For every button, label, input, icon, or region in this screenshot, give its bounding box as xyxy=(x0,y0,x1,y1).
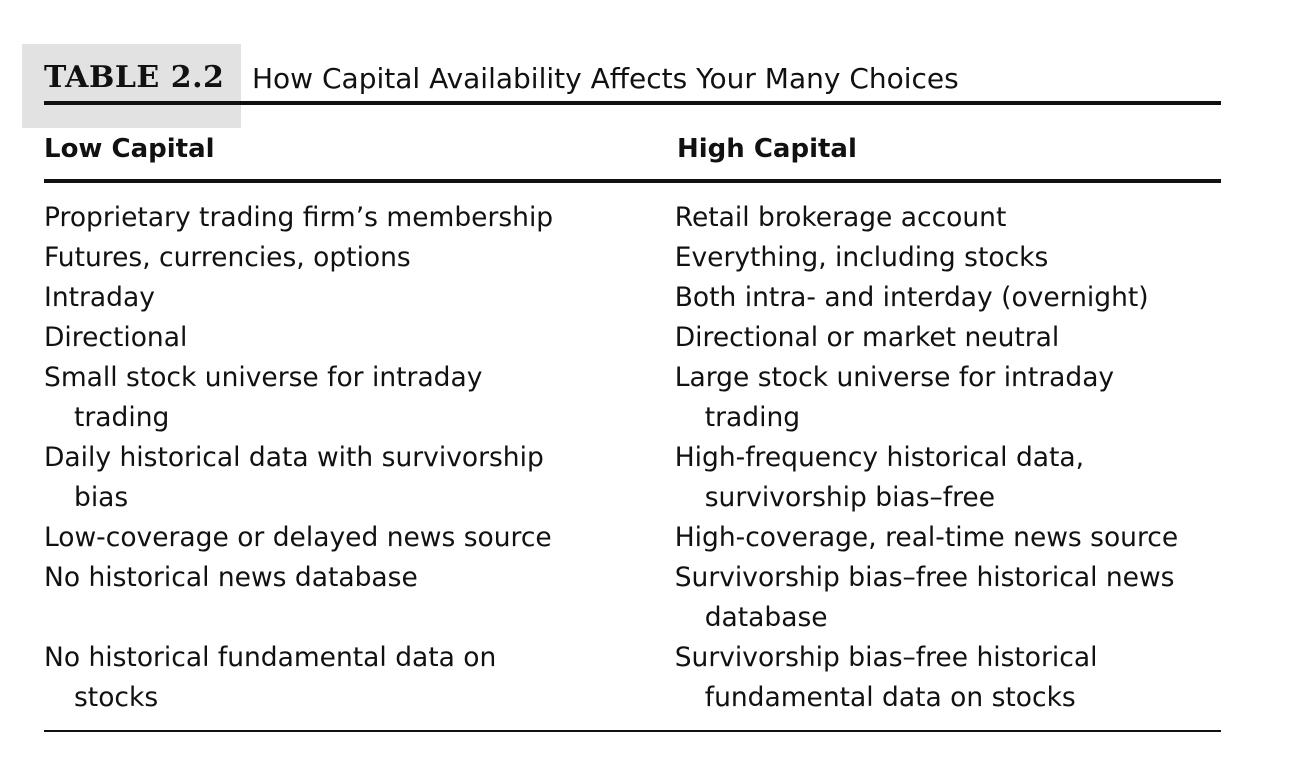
high-capital-cell: Survivorship bias–free historical news database xyxy=(674,562,1175,633)
table-caption xyxy=(44,44,1221,104)
table-row xyxy=(44,238,1221,278)
low-capital-cell: Intraday xyxy=(44,282,155,313)
high-capital-cell: Survivorship bias–free historical fundamental data on stocks xyxy=(674,642,1098,713)
table-row xyxy=(44,638,1221,718)
bottom-rule xyxy=(44,730,1221,732)
low-capital-cell: Daily historical data with survivorship bias xyxy=(44,442,544,513)
top-rule xyxy=(44,101,1221,105)
high-capital-cell: Everything, including stocks xyxy=(674,242,1049,273)
table-row xyxy=(44,558,1221,638)
table-row xyxy=(44,278,1221,318)
table-number: TABLE 2.2 xyxy=(44,60,225,95)
high-capital-cell: High-coverage, real-time news source xyxy=(674,522,1179,553)
table-row xyxy=(44,198,1221,238)
table-title: How Capital Availability Affects Your Many Choices xyxy=(252,62,959,95)
capital-table xyxy=(44,44,1221,713)
low-capital-cell: Proprietary trading firm’s membership xyxy=(44,202,554,233)
table-row xyxy=(44,318,1221,358)
low-capital-cell: Small stock universe for intraday trading xyxy=(44,362,483,433)
low-capital-cell: Directional xyxy=(44,322,188,353)
low-capital-cell: Futures, currencies, options xyxy=(44,242,411,273)
low-capital-cell: No historical news database xyxy=(44,562,418,593)
high-capital-cell: High-frequency historical data, survivorship bias–free xyxy=(674,442,1085,513)
table-row xyxy=(44,518,1221,558)
low-capital-cell: Low-coverage or delayed news source xyxy=(44,522,552,553)
header-high-capital: High Capital xyxy=(677,134,857,164)
low-capital-cell: No historical fundamental data on stocks xyxy=(44,642,497,713)
table-row xyxy=(44,358,1221,438)
high-capital-cell: Both intra- and interday (overnight) xyxy=(674,282,1149,313)
header-low-capital: Low Capital xyxy=(44,134,215,164)
header-rule xyxy=(44,179,1221,183)
table-body xyxy=(44,198,1221,718)
high-capital-cell: Retail brokerage account xyxy=(674,202,1007,233)
high-capital-cell: Directional or market neutral xyxy=(674,322,1060,353)
high-capital-cell: Large stock universe for intraday trading xyxy=(674,362,1115,433)
table-row xyxy=(44,438,1221,518)
